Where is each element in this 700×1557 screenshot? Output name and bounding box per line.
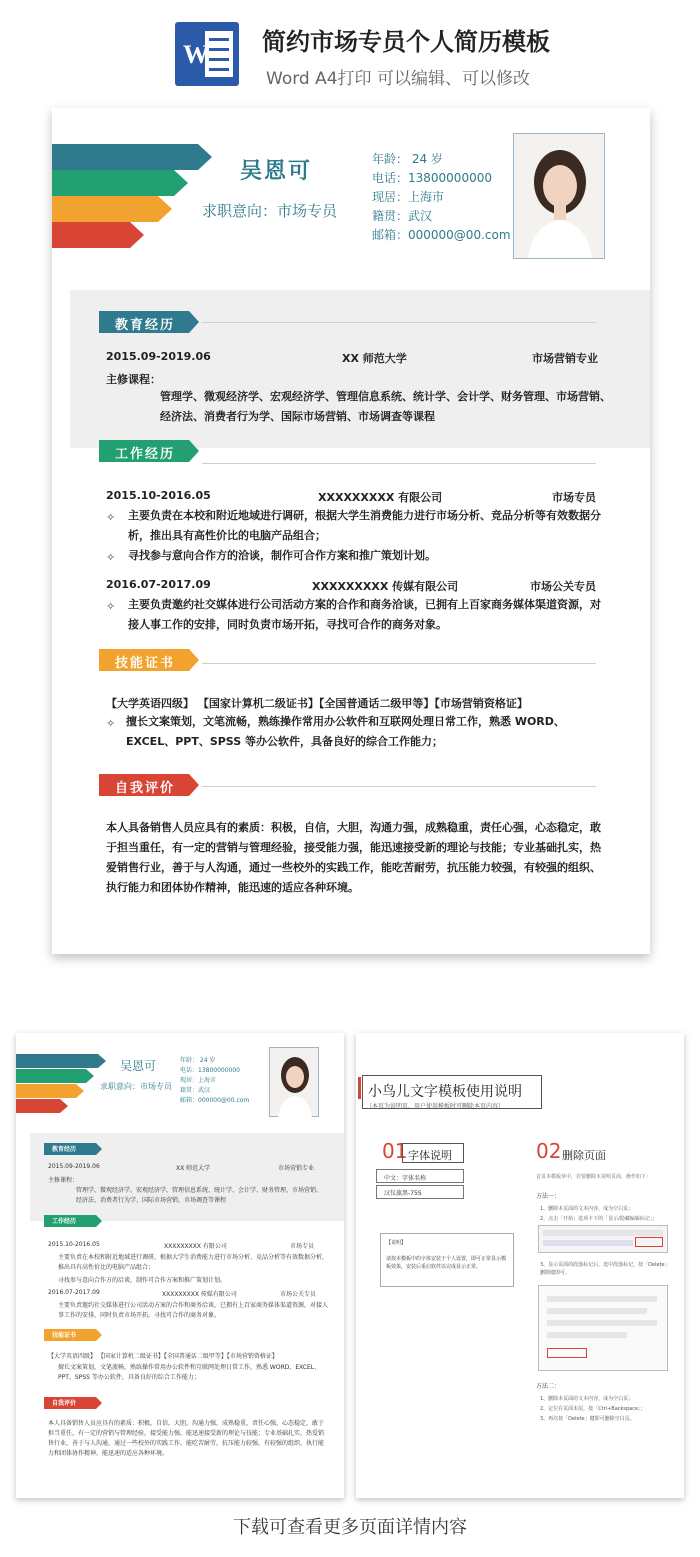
section-skills: 技能证书 [99,649,199,671]
info-phone: 电话：13800000000 [372,171,492,185]
contact-info [372,150,511,245]
work2-date: 2016.07-2017.09 [106,578,211,591]
resume-thumbnail[interactable]: 吴恩可 求职意向：市场专员 年龄： 24 岁 电话：13800000000 现居：上海市 籍贯：武汉 邮箱：000000@00.com 教育经历 2015.09-2019.06 XX 师范大学 市场营销专业 主修课程： 管理学、微观经济学、宏观经济学、管理信息系统、统计学、会计学、财务管理、市场营销、经济法、消费者行为学、国际市场营销、市场调查等课程 工作经历 2015.10-2016.05 XXXXXXXXX 有限公司 市场专员 主要负责在本校和附近地域进行调研，根据大学生消费能力进行市场分析、竞品分析等有效数据分析，推出具有高性价比的电脑产品组合； 寻找参与意向合作方的洽谈，制作可合作方案和推广策划计划。 2016.07-2017.09 XXXXXXXXX 传媒有限公司 市场公关专员 主要负责邀约社交媒体进行公司活动方案的合作和商务洽谈，已拥有上百家商务媒体渠道资源，对接人事工作的安排，同时负责市场开拓，寻找可合作的商务对象。 技能证书 【大学英语四级】 【国家计算机二级证书】【全国普通话二级甲等】【市场营销资格证】 擅长文案策划，文笔流畅，熟练操作常用办公软件和互联网处理日常工作，熟悉 WORD、EXCEL、PPT、SPSS 等办公软件，具备良好的综合工作能力； 自我评价 本人具备销售人员应具有的素质：积极，自信，大胆，沟通力强，成熟稳重，责任心强，心态稳定，敢于担当重任，有一定的营销与管理经验，接受能力强，能迅速接受新的理论与技能；专业基础扎实，热爱销售行业，善于与人沟通，通过一些校外的实践工作，能吃苦耐劳，抗压能力较强，有较强的组织、执行能力和团体协作精神，能迅速的适应各种环境。 [16,1033,344,1498]
avatar [513,133,605,259]
edu-major: 市场营销专业 [532,352,598,365]
divider [202,786,596,787]
section-self: 自我评价 [99,774,199,796]
info-hometown: 籍贯：武汉 [372,209,433,223]
section-education: 教育经历 [99,311,199,333]
footer-caption: 下载可查看更多页面详情内容 [233,1517,467,1538]
thumb-intent: 求职意向：市场专员 [100,1082,172,1091]
thumb-name: 吴恩可 [120,1059,157,1073]
divider [202,463,596,464]
info-location: 现居：上海市 [372,190,445,204]
thumb-avatar [269,1047,319,1117]
job-intent: 求职意向：市场专员 [202,202,338,220]
resume-page [52,108,650,954]
info-email: 邮箱：000000@00.com [372,228,511,242]
work2-item1: 主要负责邀约社交媒体进行公司活动方案的合作和商务洽谈，已拥有上百家商务媒体渠道资源，对接人事工作的安排，同时负责市场开拓，寻找可合作的商务对象。 [128,598,601,631]
work1-company: XXXXXXXXX 有限公司 [318,491,443,504]
page-title: 简约市场专员个人简历模板 [262,28,550,56]
divider [202,322,596,323]
section-work: 工作经历 [99,440,199,462]
header [0,0,700,105]
guide-screenshot-1 [538,1225,668,1253]
work1-date: 2015.10-2016.05 [106,489,211,502]
band-green [52,170,188,196]
skill-item: 擅长文案策划，文笔流畅，熟练操作常用办公软件和互联网处理日常工作，熟悉 WORD、EXCEL、PPT、SPSS 等办公软件，具备良好的综合工作能力； [126,715,565,748]
guide-h1: 字体说明 [408,1149,452,1162]
band-orange [52,196,172,222]
diamond-bullet-icon: ✧ [106,600,116,613]
page-subtitle: Word A4打印 可以编辑、可以修改 [266,69,530,89]
diamond-bullet-icon: ✧ [106,717,116,730]
guide-h2: 删除页面 [562,1149,606,1162]
band-red [52,222,144,248]
diamond-bullet-icon: ✧ [106,511,116,524]
work2-company: XXXXXXXXX 传媒有限公司 [312,580,459,593]
candidate-name: 吴恩可 [240,159,313,184]
edu-course-label: 主修课程： [106,373,161,386]
work1-item1: 主要负责在本校和附近地域进行调研，根据大学生消费能力进行市场分析、竞品分析等有效数据分析，推出具有高性价比的电脑产品组合； [128,509,601,542]
guide-thumbnail[interactable]: 小鸟儿文字模板使用说明 （本页为说明页，用户使用模板时可删除本页内容） 01 字体说明 中文：字体名称 汉仪旗黑-75S 【说明】 请按本模板中的字体安装于个人设置，即可正常显示模板效果，安装后重启软件以完成显示正常。 02 删除页面 首页本模板单中，若要删除本说明页面，操作如下： 方法一： 1、删除本页面的文本内容，成为空白页； 2、点击「开始」选项卡下的「显示/隐藏编辑标记」； 3、显示页面的段落标记后，选中段落标记，按「Delete」删除键即可。 方法二： 1、删除本页面的文本内容，成为空白页； 2、定位在页面末尾，按「Ctrl+Backspace」； 3、再次按「Delete」键即可删除空白页。 [356,1033,684,1498]
band-teal [52,144,212,170]
guide-title-mark [358,1077,361,1099]
info-age: 年龄： 24 岁 [372,152,443,166]
guide-screenshot-2 [538,1285,668,1371]
work1-title: 市场专员 [552,491,596,504]
diamond-bullet-icon: ✧ [106,551,116,564]
work1-item2: 寻找参与意向合作方的洽谈，制作可合作方案和推广策划计划。 [128,549,436,562]
self-eval-text: 本人具备销售人员应具有的素质：积极，自信，大胆，沟通力强，成熟稳重，责任心强，心态稳定，敢于担当重任，有一定的营销与管理经验，接受能力强，能迅速接受新的理论与技能；专业基础扎实，热爱销售行业，善于与人沟通，通过一些校外的实践工作，能吃苦耐劳，抗压能力较强，有较强的组织、执行能力和团体协作精神，能迅速的适应各种环境。 [106,821,601,894]
guide-note: （本页为说明页，用户使用模板时可删除本页内容） [366,1103,505,1110]
work2-title: 市场公关专员 [530,580,596,593]
divider [202,663,596,664]
edu-school: XX 师范大学 [342,352,407,365]
cert-list: 【大学英语四级】 【国家计算机二级证书】【全国普通话二级甲等】【市场营销资格证】 [106,697,528,710]
guide-title: 小鸟儿文字模板使用说明 [368,1084,522,1100]
word-icon: W [175,22,239,86]
edu-date: 2015.09-2019.06 [106,350,211,363]
edu-courses: 管理学、微观经济学、宏观经济学、管理信息系统、统计学、会计学、财务管理、市场营销、经济法、消费者行为学、国际市场营销、市场调查等课程 [160,390,611,423]
